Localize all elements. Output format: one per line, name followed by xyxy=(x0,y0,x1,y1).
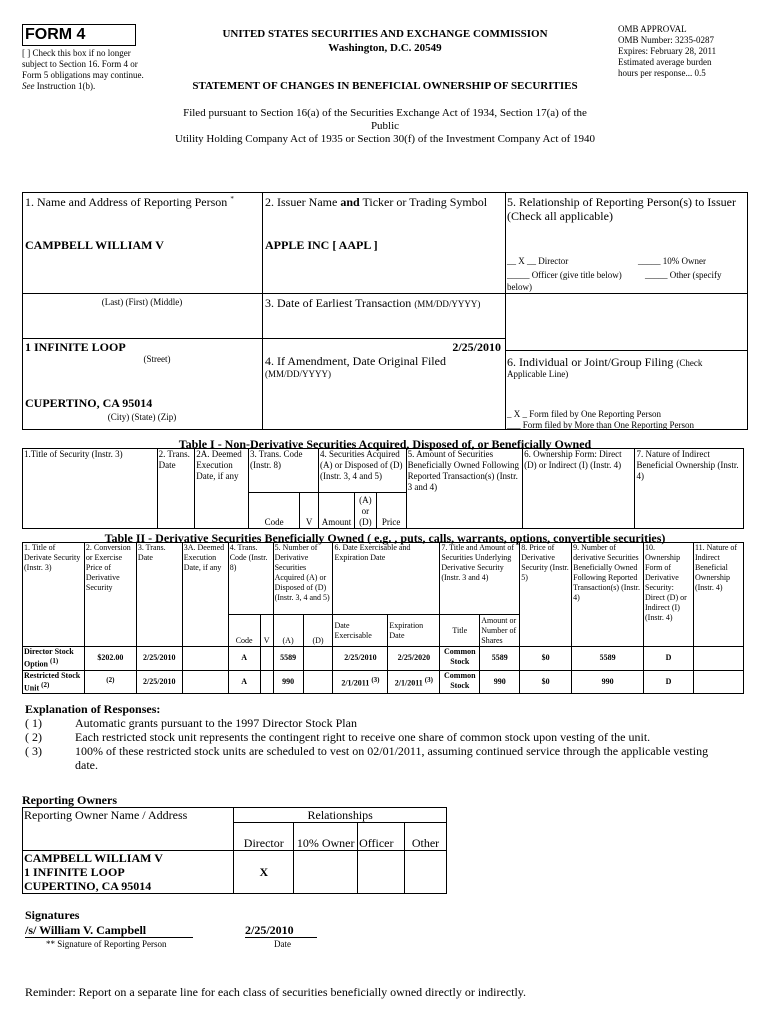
director-check: __ X __ Director xyxy=(507,256,569,266)
t1-col-code: 3. Trans. Code (Instr. 8) xyxy=(248,449,318,493)
below-text: below) xyxy=(507,282,532,292)
t2-col-underlying: 7. Title and Amount of Securities Underlying Derivative Security (Instr. 3 and 4) xyxy=(440,543,520,615)
t2-sub-d: (D) xyxy=(303,615,333,647)
t1-sub-code: Code xyxy=(248,493,299,529)
t1-sub-aord: (A) or (D) xyxy=(354,493,376,529)
box1-label: 1. Name and Address of Reporting Person * xyxy=(25,195,234,209)
table-row: CAMPBELL WILLIAM V 1 INFINITE LOOP CUPERTINO, CA 95014 X xyxy=(23,851,447,894)
street-label: (Street) xyxy=(143,354,171,364)
t2-col-conversion: 2. Conversion or Exercise Price of Derivative Security xyxy=(84,543,136,647)
t1-sub-v: V xyxy=(300,493,319,529)
owners-col-owner: 10% Owner xyxy=(294,823,358,851)
city-format: (City) (State) (Zip) xyxy=(107,412,177,422)
issuer-name: APPLE INC [ AAPL ] xyxy=(265,238,378,252)
t2-col-number: 5. Number of Derivative Securities Acquired (A) or Disposed of (D) (Instr. 3, 4 and 5) xyxy=(273,543,333,615)
table2-title: Table II - Derivative Securities Beneficially Owned ( e.g. , puts, calls, warrants, options, convertible securities) xyxy=(104,531,666,545)
box3-label: 3. Date of Earliest Transaction (MM/DD/YYYY) xyxy=(265,296,481,310)
owners-col-other: Other xyxy=(405,823,447,851)
box6-label: 6. Individual or Joint/Group Filing (Check xyxy=(507,355,703,369)
box2-label: 2. Issuer Name and Ticker or Trading Symbol xyxy=(265,195,488,209)
other-check: _____ Other (specify xyxy=(645,270,722,280)
officer-check: _____ Officer (give title below) xyxy=(507,270,622,280)
multi-person-filing: ___ Form filed by More than One Reporting Person xyxy=(507,420,694,430)
t1-col-nature: 7. Nature of Indirect Beneficial Ownership (Instr. 4) xyxy=(635,449,744,529)
owners-col-relationships: Relationships xyxy=(234,808,447,823)
ten-percent-owner-check: _____ 10% Owner xyxy=(638,256,706,266)
t1-sub-amount: Amount xyxy=(319,493,355,529)
table1-title: Table I - Non-Derivative Securities Acquired, Disposed of, or Beneficially Owned xyxy=(178,437,592,451)
t1-col-acquired: 4. Securities Acquired (A) or Disposed of (D) (Instr. 3, 4 and 5) xyxy=(319,449,407,493)
t1-col-deemed: 2A. Deemed Execution Date, if any xyxy=(195,449,249,529)
t2-sub-date-ex: Date Exercisable xyxy=(333,615,388,647)
t2-sub-amount: Amount or Number of Shares xyxy=(480,615,520,647)
t2-sub-code: Code xyxy=(228,615,260,647)
box6-applicable: Applicable Line) xyxy=(507,369,569,379)
t2-col-title: 1. Title of Derivate Security (Instr. 3) xyxy=(23,543,85,647)
list-item: ( 2) Each restricted stock unit represents the contingent right to receive one share of common stock upon vesting of the unit. xyxy=(25,730,651,744)
t2-col-code: 4. Trans. Code (Instr. 8) xyxy=(228,543,273,615)
signature-label: ** Signature of Reporting Person xyxy=(46,939,167,949)
filed-pursuant: Filed pursuant to Section 16(a) of the Securities Exchange Act of 1934, Section 17(a) of the Public Utility Holding Company Act of 1935 or Section 30(f) of the Investment Company Act of 1940 xyxy=(174,107,596,145)
table-row: Restricted Stock Unit $^{(2)}$ $^{(2)}$ 2/25/2010 A 990 2/1/2011 $^{(3)}$ 2/1/2011 $^{(3)}$ Common Stock 990 $0 990 D xyxy=(23,670,744,694)
statement-title: STATEMENT OF CHANGES IN BENEFICIAL OWNERSHIP OF SECURITIES xyxy=(192,80,578,92)
table2 xyxy=(22,542,744,694)
owners-table xyxy=(22,807,447,894)
t2-sub-a: (A) xyxy=(273,615,303,647)
table1 xyxy=(22,448,744,529)
box5-label: 5. Relationship of Reporting Person(s) to Issuer xyxy=(507,195,736,209)
signer-name: /s/ William V. Campbell xyxy=(25,923,193,938)
t2-sub-exp: Expiration Date xyxy=(388,615,440,647)
box4-label: 4. If Amendment, Date Original Filed xyxy=(265,354,446,368)
earliest-transaction-date: 2/25/2010 xyxy=(452,340,501,354)
owners-title: Reporting Owners xyxy=(22,793,117,807)
one-person-filing: _ X _ Form filed by One Reporting Person xyxy=(507,409,661,419)
t1-col-amount: 5. Amount of Securities Beneficially Owned Following Reported Transaction(s) (Instr. 3 and 4) xyxy=(406,449,523,529)
t1-col-date: 2. Trans. Date xyxy=(157,449,195,529)
t2-col-price: 8. Price of Derivative Security (Instr. 5) xyxy=(520,543,572,647)
reporting-person-name: CAMPBELL WILLIAM V xyxy=(25,238,164,252)
t1-sub-price: Price xyxy=(376,493,406,529)
reporting-city: CUPERTINO, CA 95014 xyxy=(25,396,153,410)
form-title: FORM 4 xyxy=(25,26,86,43)
t1-col-title: 1.Title of Security (Instr. 3) xyxy=(23,449,158,529)
t2-sub-title: Title xyxy=(440,615,480,647)
explanation-list xyxy=(25,716,725,772)
owners-col-director: Director xyxy=(234,823,294,851)
omb-approval: OMB APPROVAL OMB Number: 3235-0287 Expires: February 28, 2011 Estimated average burden hours per response... 0.5 xyxy=(618,24,717,78)
explanation-title: Explanation of Responses: xyxy=(25,702,161,716)
t2-col-form: 10. Ownership Form of Derivative Security: Direct (D) or Indirect (I) (Instr. 4) xyxy=(644,543,694,647)
reporting-box xyxy=(22,192,748,430)
director-mark: X xyxy=(234,851,294,894)
list-item: ( 1) Automatic grants pursuant to the 1997 Director Stock Plan xyxy=(25,716,357,730)
agency-city: Washington, D.C. 20549 xyxy=(328,42,442,54)
box4-format: (MM/DD/YYYY) xyxy=(265,369,331,379)
agency-name: UNITED STATES SECURITIES AND EXCHANGE COMMISSION xyxy=(222,28,548,40)
t2-sub-v: V xyxy=(260,615,273,647)
form-title-box xyxy=(22,24,136,46)
t1-col-ownership: 6. Ownership Form: Direct (D) or Indirect (I) (Instr. 4) xyxy=(523,449,635,529)
t2-col-deemed: 3A. Deemed Execution Date, if any xyxy=(182,543,228,647)
signatures-title: Signatures xyxy=(25,908,80,922)
owners-col-name: Reporting Owner Name / Address xyxy=(23,808,234,851)
list-item: ( 3) 100% of these restricted stock units are scheduled to vest on 02/01/2011, assuming continued service through the applicable vesting date. xyxy=(25,744,709,772)
box5-sub: (Check all applicable) xyxy=(507,209,613,223)
check-box-note: [ ] Check this box if no longer subject to Section 16. Form 4 or Form 5 obligations may continue. See Instruction 1(b). xyxy=(22,48,144,91)
reminder: Reminder: Report on a separate line for each class of securities beneficially owned directly or indirectly. xyxy=(25,985,527,999)
t2-col-owned: 9. Number of derivative Securities Beneficially Owned Following Reported Transaction(s) (Instr. 4) xyxy=(572,543,644,647)
name-format: (Last) (First) (Middle) xyxy=(101,297,183,307)
t2-col-exercisable: 6. Date Exercisable and Expiration Date xyxy=(333,543,440,615)
reporting-street: 1 INFINITE LOOP xyxy=(25,340,126,354)
date-label: Date xyxy=(274,939,291,949)
t2-col-nature: 11. Nature of Indirect Beneficial Ownership (Instr. 4) xyxy=(693,543,743,647)
table-row: Director Stock Option $^{(1)}$ $202.00 2/25/2010 A 5589 2/25/2010 2/25/2020 Common Stock 5589 $0 5589 D xyxy=(23,647,744,671)
t2-col-date: 3. Trans. Date xyxy=(136,543,182,647)
owners-col-officer: Officer xyxy=(358,823,405,851)
signature-date: 2/25/2010 xyxy=(245,923,317,938)
